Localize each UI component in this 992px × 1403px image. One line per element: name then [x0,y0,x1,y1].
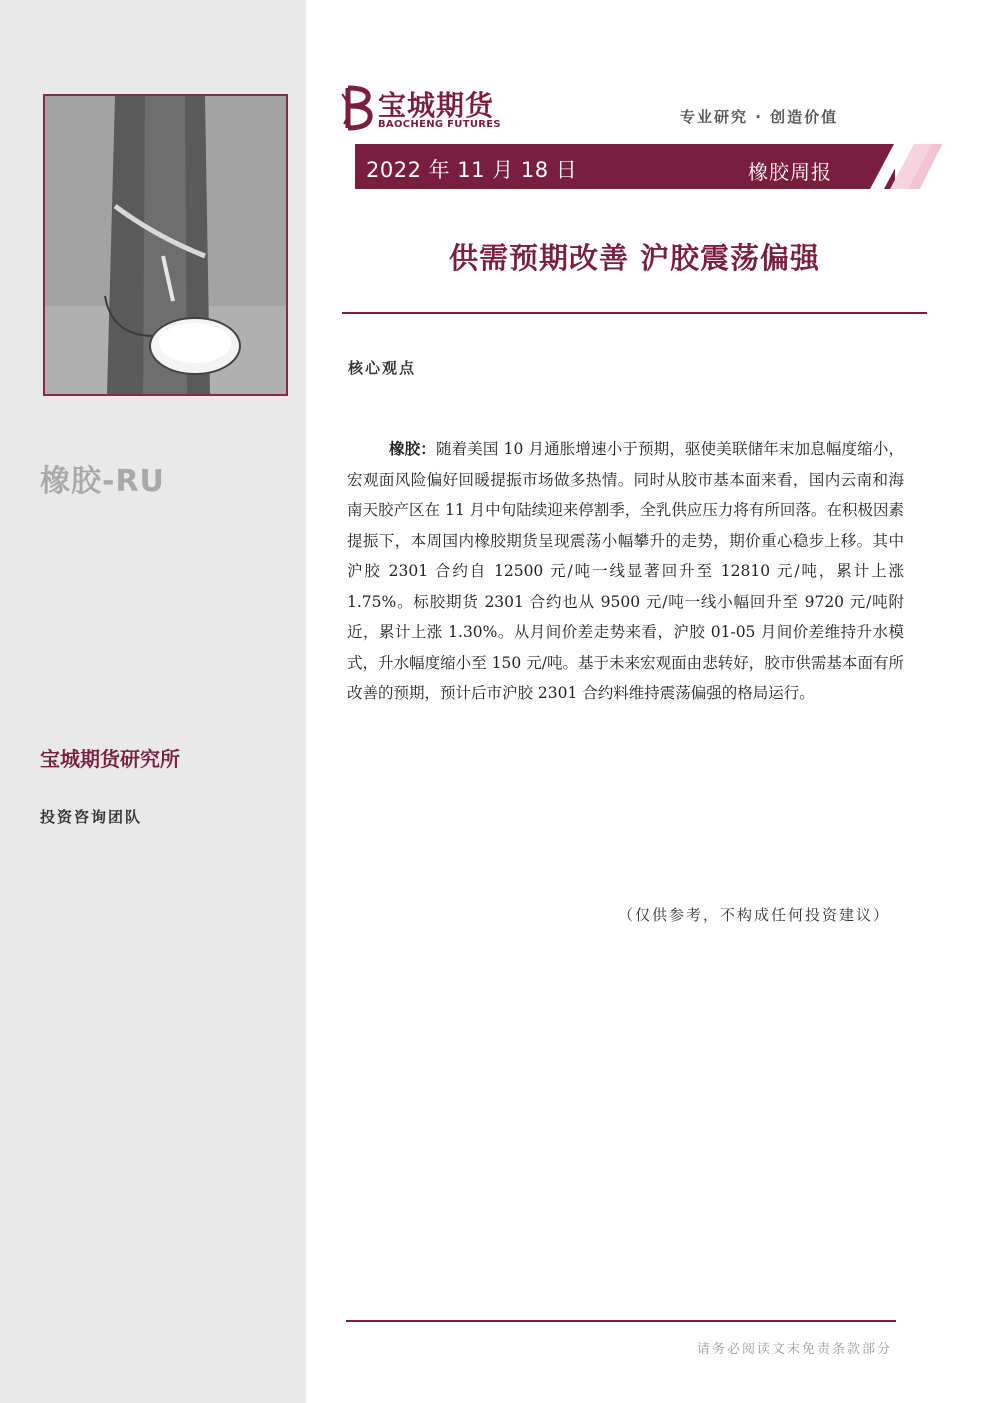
title-divider [342,312,927,314]
disclaimer: （仅供参考，不构成任何投资建议） [617,906,890,924]
team-name: 投资咨询团队 [40,808,143,826]
footer-divider [346,1320,896,1322]
paragraph-text: 随着美国 10 月通胀增速小于预期，驱使美联储年末加息幅度缩小，宏观面风险偏好回暖提振市场做多热情。同时从胶市基本面来看，国内云南和海南天胶产区在 11 月中旬陆续迎来停割季，全乳供应压力将有所回落。在积极因素提振下，本周国内橡胶期货呈现震荡小幅攀升的走势，期价重心稳步上移。其中沪胶 2301 合约自 12500 元/吨一线显著回升至 12810 元/吨，累计上涨 1.75%。标胶期货 2301 合约也从 9500 元/吨一线小幅回升至 9720 元/吨附近，累计上涨 1.30%。从月间价差走势来看，沪胶 01-05 月间价差维持升水模式，升水幅度缩小至 150 元/吨。基于未来宏观面由悲转好，胶市供需基本面有所改善的预期，预计后市沪胶 2301 合约料维持震荡偏强的格局运行。 [347,440,904,702]
page-title: 供需预期改善 沪胶震荡偏强 [448,241,821,275]
sector-label: 橡胶-RU [40,464,165,499]
core-view-paragraph [347,434,904,709]
slogan: 专业研究 · 创造价值 [680,108,839,126]
report-type: 橡胶周报 [748,160,832,184]
core-view-heading: 核心观点 [348,359,417,377]
company-logo [340,84,510,134]
logo-mark-icon [340,84,376,132]
footer-note: 请务必阅读文末免责条款部分 [696,1342,892,1357]
logo-english-name: BAOCHENG FUTURES [378,119,501,130]
logo-chinese-name: 宝城期货 [378,89,495,122]
cover-photo [43,94,288,396]
paragraph-lead: 橡胶： [389,439,436,458]
banner-stripes-icon [850,144,942,189]
institute-name: 宝城期货研究所 [40,747,180,771]
report-date: 2022 年 11 月 18 日 [366,158,578,182]
